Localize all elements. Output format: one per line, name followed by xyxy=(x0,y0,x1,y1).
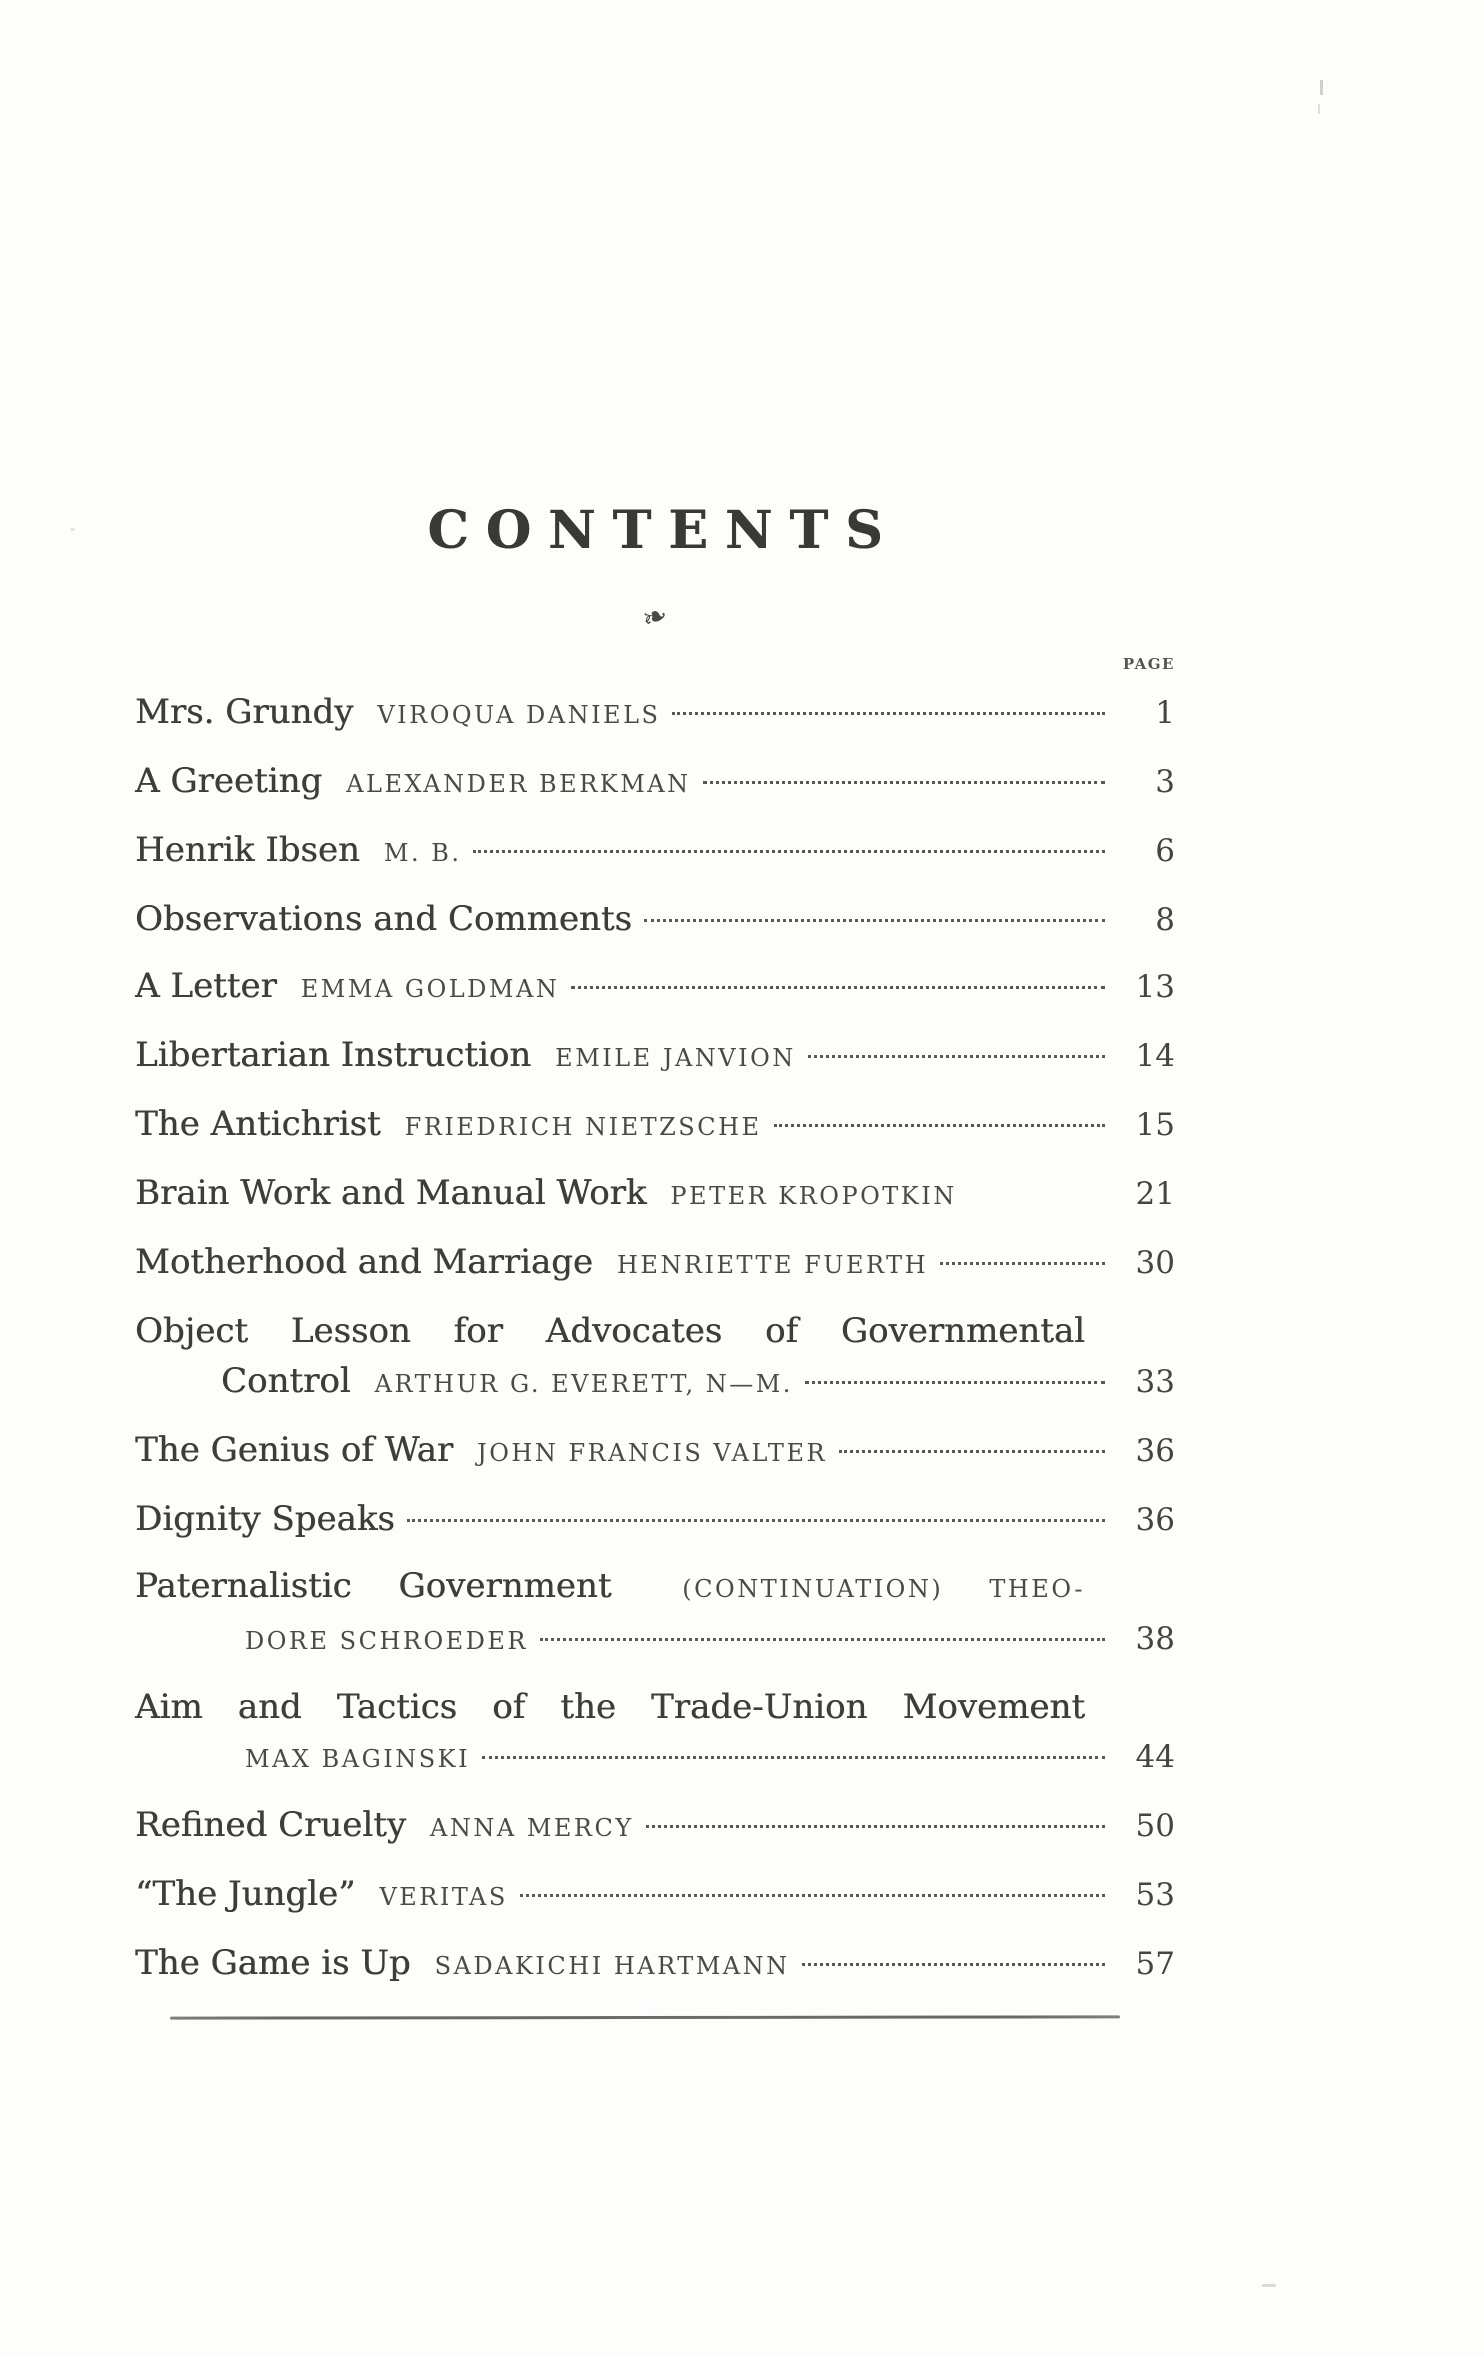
toc-row xyxy=(135,1805,1175,1848)
page-column-label: PAGE xyxy=(1122,655,1175,673)
toc-row xyxy=(135,1874,1175,1917)
toc-leader-dots xyxy=(571,986,1105,989)
toc-row xyxy=(135,1242,1175,1285)
toc-leader-dots xyxy=(940,1262,1105,1265)
toc-entry-author: VIROQUA DANIELS xyxy=(377,701,661,729)
toc-entry-title: A Letter xyxy=(135,966,277,1006)
toc-page-number: 36 xyxy=(1135,1433,1175,1469)
toc-page-number: 6 xyxy=(1155,833,1175,869)
toc-entry-title: Libertarian Instruction xyxy=(135,1035,532,1075)
toc-entry-title: Aim and Tactics of the Trade-Union Movement xyxy=(135,1687,1085,1727)
toc-page-number: 13 xyxy=(1135,969,1175,1005)
toc-leader-dots xyxy=(808,1055,1105,1058)
toc-row xyxy=(135,692,1175,735)
toc-leader-dots xyxy=(802,1963,1105,1966)
toc-entry-author: JOHN FRANCIS VALTER xyxy=(477,1439,828,1467)
toc-entry-title: The Genius of War xyxy=(135,1430,454,1470)
toc-entry-author: DORE SCHROEDER xyxy=(245,1627,528,1655)
toc-entry-author: M. B. xyxy=(383,839,462,867)
toc-row xyxy=(135,761,1175,804)
toc-entry-title: Dignity Speaks xyxy=(135,1499,395,1539)
toc-entry-author: FRIEDRICH NIETZSCHE xyxy=(404,1113,762,1141)
toc-entry-author: ANNA MERCY xyxy=(430,1814,634,1842)
toc-leader-dots xyxy=(672,712,1105,715)
toc-page-number: 21 xyxy=(1135,1176,1175,1212)
scan-artifact xyxy=(1320,80,1323,95)
toc-entry-author: EMMA GOLDMAN xyxy=(300,975,560,1003)
toc-row xyxy=(135,966,1175,1009)
toc-page-number: 36 xyxy=(1135,1502,1175,1538)
toc-leader-dots xyxy=(839,1450,1105,1453)
toc-entry-author: PETER KROPOTKIN xyxy=(670,1182,957,1210)
toc-entry-author: SADAKICHI HARTMANN xyxy=(434,1952,790,1980)
toc-entry-title: Paternalistic Government xyxy=(135,1566,612,1606)
toc-leader-dots xyxy=(540,1638,1105,1641)
toc-row xyxy=(135,1499,1175,1540)
toc-row xyxy=(135,1687,1175,1727)
toc-page-number: 50 xyxy=(1135,1808,1175,1844)
scan-artifact xyxy=(70,528,75,531)
toc-row xyxy=(135,830,1175,873)
scan-artifact xyxy=(1318,104,1320,114)
toc-row xyxy=(135,1430,1175,1473)
toc-entry-author: (CONTINUATION) THEO- xyxy=(682,1575,1085,1603)
page-title: CONTENTS xyxy=(427,500,900,561)
toc-entry-title: The Game is Up xyxy=(135,1943,411,1983)
toc-page-number: 15 xyxy=(1135,1107,1175,1143)
scan-artifact xyxy=(1262,2284,1276,2287)
toc-row xyxy=(135,1104,1175,1147)
toc-row xyxy=(135,1737,1175,1779)
toc-row xyxy=(135,1311,1175,1351)
toc-entry-author: MAX BAGINSKI xyxy=(245,1745,471,1773)
toc-entry-title: Motherhood and Marriage xyxy=(135,1242,593,1282)
toc-entry-title: Observations and Comments xyxy=(135,899,632,939)
toc-page-number: 1 xyxy=(1155,695,1175,731)
toc-entry-author: HENRIETTE FUERTH xyxy=(617,1251,929,1279)
toc-page-number: 33 xyxy=(1135,1364,1175,1400)
toc-entry-title: Henrik Ibsen xyxy=(135,830,360,870)
toc-row xyxy=(135,1943,1175,1986)
toc-page-number: 30 xyxy=(1135,1245,1175,1281)
toc-row xyxy=(135,1566,1175,1609)
toc-page-number: 44 xyxy=(1135,1739,1175,1775)
toc-entry-title: Control xyxy=(221,1361,351,1401)
toc-page-number: 38 xyxy=(1135,1621,1175,1657)
toc-leader-dots xyxy=(703,781,1105,784)
toc-leader-dots xyxy=(407,1519,1105,1522)
toc-page-number: 57 xyxy=(1135,1946,1175,1982)
toc-leader-dots xyxy=(646,1825,1105,1828)
toc-leader-dots xyxy=(473,850,1105,853)
toc-page-number: 53 xyxy=(1135,1877,1175,1913)
toc-row xyxy=(135,1035,1175,1078)
fleuron-ornament-icon: ❧ xyxy=(637,596,673,639)
toc-entry-author: ALEXANDER BERKMAN xyxy=(346,770,691,798)
toc-entry-title: “The Jungle” xyxy=(135,1874,356,1914)
toc-entry-title: Object Lesson for Advocates of Governmental xyxy=(135,1311,1085,1351)
toc-entry-title: The Antichrist xyxy=(135,1104,381,1144)
toc-row xyxy=(135,1173,1175,1216)
toc-page-number: 14 xyxy=(1135,1038,1175,1074)
toc-entry-author: VERITAS xyxy=(379,1883,508,1911)
toc-leader-dots xyxy=(520,1894,1105,1897)
toc-entry-title: Refined Cruelty xyxy=(135,1805,407,1845)
toc-row xyxy=(135,1619,1175,1661)
bottom-divider-rule xyxy=(170,2015,1120,2019)
toc-entry-title: Mrs. Grundy xyxy=(135,692,354,732)
toc-entry-title: Brain Work and Manual Work xyxy=(135,1173,647,1213)
toc-page-number: 8 xyxy=(1155,902,1175,938)
toc-leader-dots xyxy=(774,1124,1105,1127)
toc-row xyxy=(135,899,1175,940)
toc-entry-author: ARTHUR G. EVERETT, N—M. xyxy=(374,1370,793,1398)
toc-leader-dots xyxy=(482,1756,1105,1759)
toc-rows xyxy=(135,692,1175,2012)
toc-leader-dots xyxy=(805,1381,1105,1384)
toc-row xyxy=(135,1361,1175,1404)
toc-leader-dots xyxy=(644,919,1105,922)
toc-page-number: 3 xyxy=(1155,764,1175,800)
toc-entry-author: EMILE JANVION xyxy=(555,1044,796,1072)
toc-entry-title: A Greeting xyxy=(135,761,323,801)
